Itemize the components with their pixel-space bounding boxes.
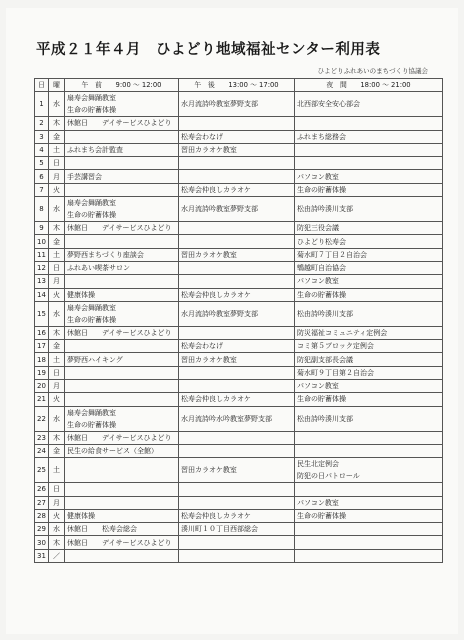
event-entry: 水月流詩吟教室夢野支部 (181, 100, 258, 109)
table-row (35, 248, 443, 261)
table-row (35, 170, 443, 183)
weekday-cell: 火 (49, 509, 65, 522)
afternoon-cell (179, 496, 295, 509)
day-cell: 28 (35, 509, 49, 522)
table-row (35, 183, 443, 196)
night-cell (295, 509, 443, 522)
afternoon-cell (179, 301, 295, 326)
afternoon-cell (179, 92, 295, 117)
event-entry: 松寿会仲良しカラオケ (181, 185, 251, 194)
morning-cell (65, 496, 179, 509)
weekday-cell: 土 (49, 248, 65, 261)
night-cell (295, 248, 443, 261)
day-cell: 3 (35, 130, 49, 143)
morning-cell (65, 380, 179, 393)
event-entry: 松由詩吟湊川支部 (297, 414, 353, 423)
morning-cell (65, 170, 179, 183)
night-cell (295, 301, 443, 326)
event-entry: 松寿会わなげ (181, 132, 223, 141)
day-cell: 14 (35, 288, 49, 301)
weekday-cell: 金 (49, 444, 65, 457)
afternoon-cell (179, 536, 295, 549)
table-row (35, 523, 443, 536)
event-entry: 生命の貯蓄体操 (297, 395, 346, 404)
afternoon-cell (179, 523, 295, 536)
night-cell (295, 393, 443, 406)
header-morning: 午 前 9:00 ～ 12:00 (65, 79, 179, 92)
morning-cell (65, 197, 179, 222)
table-row (35, 509, 443, 522)
afternoon-cell (179, 458, 295, 483)
event-entry: パソコン教室 (297, 172, 339, 181)
day-cell: 8 (35, 197, 49, 222)
day-cell: 1 (35, 92, 49, 117)
day-cell: 4 (35, 143, 49, 156)
weekday-cell: 月 (49, 496, 65, 509)
weekday-cell: 日 (49, 261, 65, 274)
night-cell (295, 92, 443, 117)
day-cell: 23 (35, 431, 49, 444)
event-entry: 防災福祉コミュニティ定例会 (297, 329, 388, 337)
morning-cell (65, 509, 179, 522)
event-entry: 生命の貯蓄体操 (297, 185, 346, 194)
day-cell: 16 (35, 326, 49, 339)
table-row (35, 157, 443, 170)
weekday-cell: 日 (49, 157, 65, 170)
morning-cell (65, 458, 179, 483)
table-row (35, 275, 443, 288)
night-cell (295, 366, 443, 379)
morning-cell (65, 483, 179, 496)
table-row (35, 483, 443, 496)
afternoon-cell (179, 130, 295, 143)
event-entry: 生命の貯蓄体操 (67, 211, 116, 220)
afternoon-cell (179, 117, 295, 130)
night-cell (295, 183, 443, 196)
day-cell: 22 (35, 406, 49, 431)
afternoon-cell (179, 431, 295, 444)
morning-cell (65, 275, 179, 288)
day-cell: 30 (35, 536, 49, 549)
header-night: 夜 間 18:00 ～ 21:00 (295, 79, 443, 92)
night-cell (295, 261, 443, 274)
weekday-cell: 火 (49, 183, 65, 196)
night-cell (295, 444, 443, 457)
night-cell (295, 406, 443, 431)
page-title: 平成２１年４月 ひよどり地域福祉センター利用表 (36, 41, 381, 58)
event-entry: 菊水町９丁目第２自治会 (297, 368, 374, 377)
event-entry: パソコン教室 (297, 277, 339, 286)
event-entry: 民生北定例会 (297, 460, 339, 469)
afternoon-cell (179, 366, 295, 379)
afternoon-cell (179, 393, 295, 406)
day-cell: 15 (35, 301, 49, 326)
weekday-cell: 日 (49, 483, 65, 496)
table-row (35, 92, 443, 117)
event-entry: 休館日 デイサービスひよどり (67, 329, 172, 337)
afternoon-cell (179, 509, 295, 522)
event-entry: 健康体操 (67, 290, 95, 299)
day-cell: 20 (35, 380, 49, 393)
event-entry: 休館日 デイサービスひよどり (67, 538, 172, 547)
table-row (35, 406, 443, 431)
event-entry: 生命の貯蓄体操 (67, 106, 116, 115)
night-cell (295, 222, 443, 235)
table-row (35, 326, 443, 339)
morning-cell (65, 130, 179, 143)
night-cell (295, 117, 443, 130)
morning-cell (65, 235, 179, 248)
night-cell (295, 523, 443, 536)
weekday-cell: ／ (49, 549, 65, 562)
weekday-cell: 水 (49, 406, 65, 431)
night-cell (295, 353, 443, 366)
table-row (35, 261, 443, 274)
table-row (35, 197, 443, 222)
morning-cell (65, 248, 179, 261)
event-entry: パソコン教室 (297, 382, 339, 391)
table-row (35, 458, 443, 483)
header-dow: 曜 (49, 79, 65, 92)
morning-cell (65, 340, 179, 353)
morning-cell (65, 366, 179, 379)
weekday-cell: 日 (49, 366, 65, 379)
event-entry: 防犯の日パトロール (297, 472, 360, 481)
event-entry: 習田カラオケ教室 (181, 146, 237, 155)
event-entry: 休館日 松寿会総会 (67, 525, 137, 534)
afternoon-cell (179, 261, 295, 274)
afternoon-cell (179, 353, 295, 366)
weekday-cell: 月 (49, 380, 65, 393)
day-cell: 9 (35, 222, 49, 235)
morning-cell (65, 549, 179, 562)
weekday-cell: 火 (49, 393, 65, 406)
day-cell: 2 (35, 117, 49, 130)
event-entry: 休館日 デイサービスひよどり (67, 433, 172, 442)
morning-cell (65, 444, 179, 457)
event-entry: コミ第５ブロック定例会 (297, 342, 374, 351)
table-row (35, 288, 443, 301)
event-entry: 鵯越町自治協会 (297, 264, 346, 273)
table-row (35, 380, 443, 393)
event-entry: 松由詩吟湊川支部 (297, 309, 353, 318)
event-entry: パソコン教室 (297, 498, 339, 507)
table-row (35, 366, 443, 379)
weekday-cell: 金 (49, 235, 65, 248)
weekday-cell: 土 (49, 143, 65, 156)
event-entry: 湊川町１０丁目西部総会 (181, 525, 258, 534)
event-entry: 松寿会仲良しカラオケ (181, 395, 251, 404)
day-cell: 12 (35, 261, 49, 274)
morning-cell (65, 143, 179, 156)
event-entry: 習田カラオケ教室 (181, 355, 237, 364)
event-entry: 夢野西まちづくり座談会 (67, 250, 144, 259)
table-row (35, 444, 443, 457)
weekday-cell: 木 (49, 536, 65, 549)
event-entry: 扇寿会舞踊教室 (67, 303, 116, 312)
event-entry: 扇寿会舞踊教室 (67, 94, 116, 103)
afternoon-cell (179, 275, 295, 288)
weekday-cell: 木 (49, 431, 65, 444)
afternoon-cell (179, 326, 295, 339)
morning-cell (65, 523, 179, 536)
afternoon-cell (179, 183, 295, 196)
night-cell (295, 340, 443, 353)
weekday-cell: 土 (49, 353, 65, 366)
day-cell: 19 (35, 366, 49, 379)
afternoon-cell (179, 406, 295, 431)
morning-cell (65, 222, 179, 235)
morning-cell (65, 353, 179, 366)
table-row (35, 235, 443, 248)
night-cell (295, 458, 443, 483)
night-cell (295, 235, 443, 248)
event-entry: 休館日 デイサービスひよどり (67, 119, 172, 128)
day-cell: 29 (35, 523, 49, 536)
afternoon-cell (179, 340, 295, 353)
organization-name: ひよどりふれあいのまちづくり協議会 (317, 67, 428, 75)
morning-cell (65, 536, 179, 549)
event-entry: 松寿会わなげ (181, 342, 223, 351)
event-entry: 松寿会仲良しカラオケ (181, 511, 251, 520)
weekday-cell: 金 (49, 130, 65, 143)
event-entry: 夢野西ハイキング (67, 355, 123, 364)
event-entry: 水月流詩吟教室夢野支部 (181, 309, 258, 318)
event-entry: ふれまち会計監査 (67, 146, 123, 155)
event-entry: 水月流詩吟教室夢野支部 (181, 205, 258, 214)
night-cell (295, 130, 443, 143)
night-cell (295, 275, 443, 288)
event-entry: 松寿会仲良しカラオケ (181, 290, 251, 299)
event-entry: 生命の貯蓄体操 (67, 420, 116, 429)
event-entry: 北西部安全安心部会 (297, 100, 360, 109)
morning-cell (65, 431, 179, 444)
night-cell (295, 496, 443, 509)
weekday-cell: 金 (49, 340, 65, 353)
paper-sheet (6, 8, 458, 634)
day-cell: 13 (35, 275, 49, 288)
morning-cell (65, 157, 179, 170)
afternoon-cell (179, 380, 295, 393)
day-cell: 6 (35, 170, 49, 183)
night-cell (295, 326, 443, 339)
table-row (35, 431, 443, 444)
table-row (35, 353, 443, 366)
weekday-cell: 木 (49, 326, 65, 339)
event-entry: 防犯副支部長会議 (297, 355, 353, 364)
event-entry: 健康体操 (67, 511, 95, 520)
morning-cell (65, 326, 179, 339)
schedule-table (34, 78, 443, 563)
weekday-cell: 火 (49, 288, 65, 301)
event-entry: 休館日 デイサービスひよどり (67, 224, 172, 233)
afternoon-cell (179, 170, 295, 183)
table-row (35, 340, 443, 353)
table-row (35, 549, 443, 562)
header-afternoon: 午 後 13:00 ～ 17:00 (179, 79, 295, 92)
event-entry: ふれまち総務会 (297, 132, 346, 141)
afternoon-cell (179, 549, 295, 562)
weekday-cell: 月 (49, 170, 65, 183)
afternoon-cell (179, 143, 295, 156)
event-entry: 習田カラオケ教室 (181, 250, 237, 259)
afternoon-cell (179, 222, 295, 235)
night-cell (295, 536, 443, 549)
night-cell (295, 483, 443, 496)
morning-cell (65, 288, 179, 301)
event-entry: 扇寿会舞踊教室 (67, 408, 116, 417)
weekday-cell: 水 (49, 197, 65, 222)
night-cell (295, 288, 443, 301)
morning-cell (65, 261, 179, 274)
event-entry: ふれあい喫茶サロン (67, 264, 130, 273)
day-cell: 7 (35, 183, 49, 196)
table-row (35, 222, 443, 235)
afternoon-cell (179, 157, 295, 170)
day-cell: 31 (35, 549, 49, 562)
night-cell (295, 549, 443, 562)
weekday-cell: 水 (49, 523, 65, 536)
morning-cell (65, 393, 179, 406)
table-row (35, 496, 443, 509)
night-cell (295, 380, 443, 393)
day-cell: 10 (35, 235, 49, 248)
event-entry: 生命の貯蓄体操 (297, 511, 346, 520)
morning-cell (65, 406, 179, 431)
header-row (35, 79, 443, 92)
afternoon-cell (179, 444, 295, 457)
morning-cell (65, 183, 179, 196)
night-cell (295, 143, 443, 156)
day-cell: 18 (35, 353, 49, 366)
afternoon-cell (179, 248, 295, 261)
event-entry: 手芸講習会 (67, 172, 102, 181)
event-entry: 扇寿会舞踊教室 (67, 199, 116, 208)
event-entry: 水月流詩吟水吟教室夢野支部 (181, 414, 272, 423)
weekday-cell: 水 (49, 92, 65, 117)
event-entry: 生命の貯蓄体操 (297, 290, 346, 299)
day-cell: 27 (35, 496, 49, 509)
event-entry: ひよどり松寿会 (297, 237, 346, 246)
afternoon-cell (179, 483, 295, 496)
day-cell: 5 (35, 157, 49, 170)
day-cell: 24 (35, 444, 49, 457)
night-cell (295, 157, 443, 170)
afternoon-cell (179, 235, 295, 248)
day-cell: 21 (35, 393, 49, 406)
event-entry: 民生の給食サービス（全館） (67, 447, 158, 456)
morning-cell (65, 301, 179, 326)
day-cell: 26 (35, 483, 49, 496)
table-row (35, 143, 443, 156)
table-row (35, 130, 443, 143)
table-row (35, 301, 443, 326)
night-cell (295, 170, 443, 183)
day-cell: 17 (35, 340, 49, 353)
day-cell: 11 (35, 248, 49, 261)
header-day: 日 (35, 79, 49, 92)
table-row (35, 117, 443, 130)
table-row (35, 393, 443, 406)
morning-cell (65, 92, 179, 117)
event-entry: 習田カラオケ教室 (181, 466, 237, 475)
afternoon-cell (179, 288, 295, 301)
day-cell: 25 (35, 458, 49, 483)
weekday-cell: 木 (49, 222, 65, 235)
event-entry: 防犯三役会議 (297, 224, 339, 233)
morning-cell (65, 117, 179, 130)
night-cell (295, 197, 443, 222)
weekday-cell: 水 (49, 301, 65, 326)
event-entry: 生命の貯蓄体操 (67, 315, 116, 324)
weekday-cell: 月 (49, 275, 65, 288)
event-entry: 菊水町７丁目２自治会 (297, 250, 367, 259)
event-entry: 松由詩吟湊川支部 (297, 205, 353, 214)
night-cell (295, 431, 443, 444)
weekday-cell: 木 (49, 117, 65, 130)
afternoon-cell (179, 197, 295, 222)
table-row (35, 536, 443, 549)
weekday-cell: 土 (49, 458, 65, 483)
